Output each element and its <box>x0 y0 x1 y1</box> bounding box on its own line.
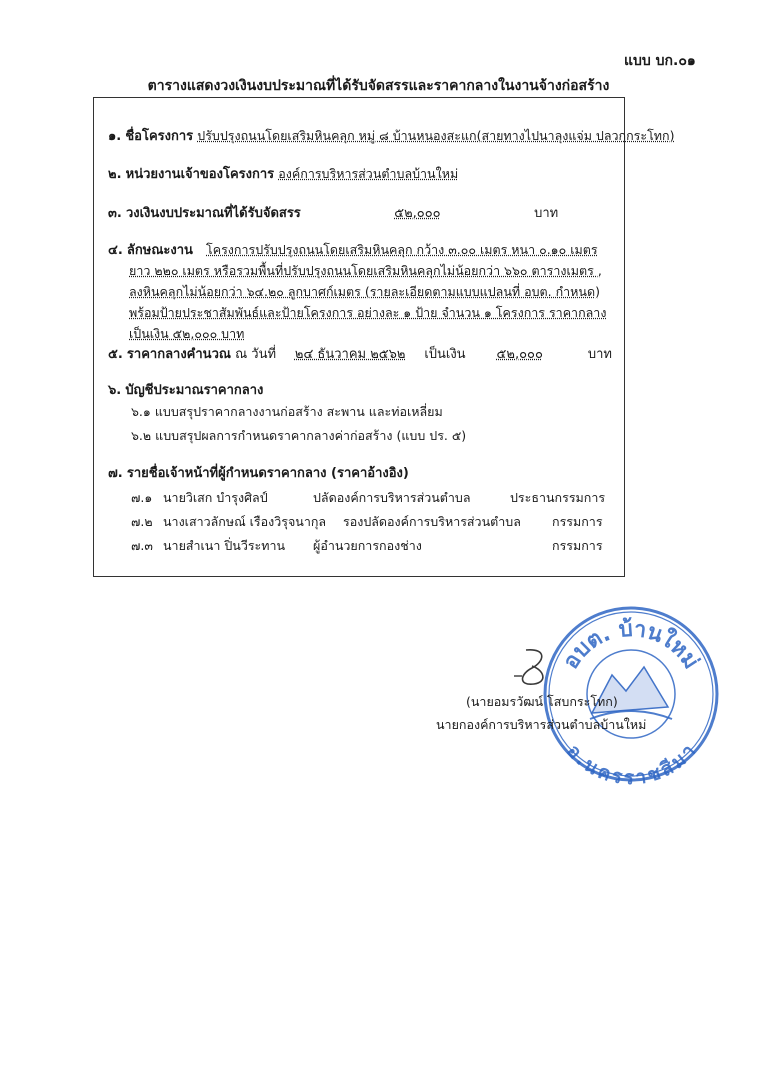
item-6-2 <box>131 426 466 446</box>
item-6 <box>108 379 263 400</box>
member-1-position: ปลัดองค์การบริหารส่วนตำบล <box>313 490 471 505</box>
item-1-num: ๑. <box>108 129 122 144</box>
member-2-role: กรรมการ <box>552 514 603 529</box>
svg-text:อ.นครราชสีมา <box>562 740 700 785</box>
agency-name: องค์การบริหารส่วนตำบลบ้านใหม่ <box>278 166 459 181</box>
item-4-label: ลักษณะงาน <box>126 243 193 258</box>
member-1-name: นายวิเสก บำรุงศิลป์ <box>163 490 268 505</box>
item-5-num: ๕. <box>108 347 123 362</box>
budget-amount: ๕๒,๐๐๐ <box>394 206 441 221</box>
signer-name: (นายอมรวัฒน์ โสบกระโทก) <box>466 694 618 709</box>
calc-amount: ๕๒,๐๐๐ <box>496 347 543 362</box>
item-6-2-text: แบบสรุปผลการกำหนดราคากลางค่าก่อสร้าง (แบบ ปร. ๕) <box>155 428 467 443</box>
member-2-position: รองปลัดองค์การบริหารส่วนตำบล <box>343 514 521 529</box>
item-6-1-text: แบบสรุปราคากลางงานก่อสร้าง สะพาน และท่อเหลี่ยม <box>154 404 443 419</box>
item-1 <box>108 125 675 146</box>
item-3-num: ๓. <box>108 206 122 221</box>
item-4-num: ๔. <box>108 243 123 258</box>
item-7 <box>108 462 409 483</box>
member-2-num: ๗.๒ <box>131 514 153 529</box>
item-7-label: รายชื่อเจ้าหน้าที่ผู้กำหนดราคากลาง (ราคาอ้างอิง) <box>126 466 409 481</box>
calc-unit: บาท <box>587 347 612 362</box>
member-3-role: กรรมการ <box>552 538 603 553</box>
item-7-num: ๗. <box>108 466 123 481</box>
item-6-1-num: ๖.๑ <box>131 404 151 419</box>
item-6-2-num: ๖.๒ <box>131 428 152 443</box>
stamp-top-text: อบต. บ้านใหม่ <box>558 616 704 674</box>
item-3-label: วงเงินงบประมาณที่ได้รับจัดสรร <box>125 206 301 221</box>
signer-title: นายกองค์การบริหารส่วนตำบลบ้านใหม่ <box>436 717 647 732</box>
amount-prefix: เป็นเงิน <box>424 347 466 362</box>
date-prefix: ณ วันที่ <box>235 347 277 362</box>
item-2-num: ๒. <box>108 167 122 182</box>
member-2-name: นางเสาวลักษณ์ เรืองวิรุจนากุล <box>163 514 327 529</box>
item-5 <box>108 343 612 364</box>
item-2-label: หน่วยงานเจ้าของโครงการ <box>125 167 275 182</box>
member-1-role: ประธานกรรมการ <box>510 490 606 505</box>
member-3-num: ๗.๓ <box>131 538 153 553</box>
calc-date: ๒๔ ธันวาคม ๒๕๖๒ <box>294 347 406 362</box>
item-1-label: ชื่อโครงการ <box>125 129 194 144</box>
item-6-label: บัญชีประมาณราคากลาง <box>125 383 264 398</box>
budget-unit: บาท <box>534 206 559 221</box>
item-5-label: ราคากลางคำนวณ <box>126 347 231 362</box>
member-1-num: ๗.๑ <box>131 490 153 505</box>
form-code: แบบ บก.๐๑ <box>624 53 696 69</box>
page-title: ตารางแสดงวงเงินงบประมาณที่ได้รับจัดสรรและราคากลางในงานจ้างก่อสร้าง <box>147 78 610 94</box>
item-6-num: ๖. <box>108 383 122 398</box>
work-description: โครงการปรับปรุงถนนโดยเสริมหินคลุก กว้าง ๓.๐๐ เมตร หนา ๐.๑๐ เมตร ยาว ๒๒๐ เมตร หรือรวมพื้นที่ปรับปรุงถนนโดยเสริมหินคลุกไม่น้อยกว่า ๖๖๐ ตารางเมตร , ลงหินคลุกไม่น้อยกว่า ๖๔.๒๐ ลูกบาศก์เมตร (รายละเอียดตามแบบแปลนที่ อบต. กำหนด) พร้อมป้ายประชาสัมพันธ์และป้ายโครงการ อย่างละ ๑ ป้าย จำนวน ๑ โครงการ ราคากลางเป็นเงิน ๕๒,๐๐๐ บาท <box>129 242 607 341</box>
item-6-1 <box>131 402 443 422</box>
stamp-bottom-text: อ.นครราชสีมา <box>562 740 701 785</box>
member-3-name: นายสำเนา ปิ่นวีระทาน <box>163 538 286 553</box>
member-3-position: ผู้อำนวยการกองช่าง <box>313 538 422 553</box>
item-3 <box>108 202 558 223</box>
project-name: ปรับปรุงถนนโดยเสริมหินคลุก หมู่ ๘ บ้านหนองสะแก(สายทางไปนาลุงแจ่ม ปลวกกระโทก) <box>197 128 675 143</box>
handwritten-signature <box>508 646 568 692</box>
item-2 <box>108 163 458 184</box>
